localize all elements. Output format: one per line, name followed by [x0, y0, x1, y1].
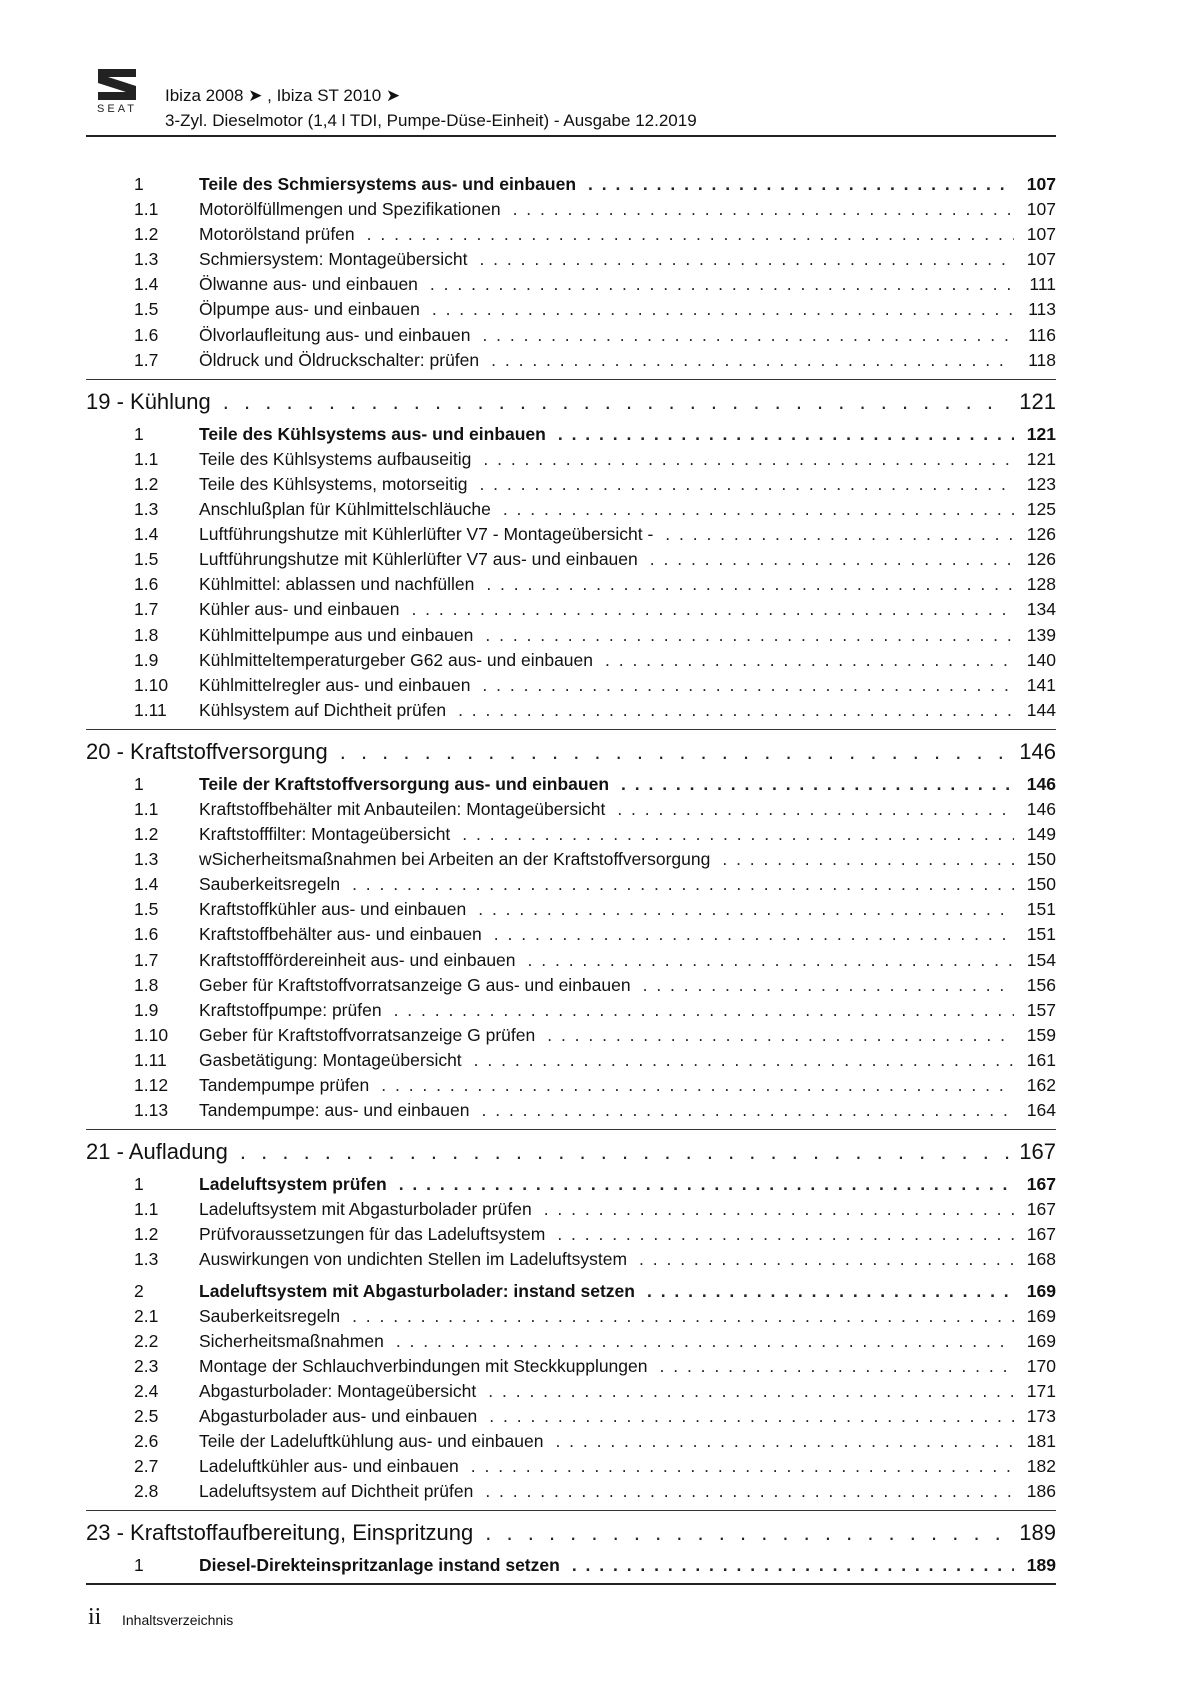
- entry-number: 1.7: [134, 599, 159, 620]
- toc-entry[interactable]: [86, 650, 1056, 675]
- header-models: Ibiza 2008 ➤ , Ibiza ST 2010 ➤: [165, 86, 401, 105]
- entry-number: 2.2: [134, 1330, 159, 1351]
- entry-page: 171: [1026, 1380, 1056, 1401]
- toc-entry[interactable]: [86, 1381, 1056, 1406]
- toc-entry[interactable]: [86, 975, 1056, 1000]
- toc-entry[interactable]: [86, 174, 1056, 199]
- dot-leader: [485, 1481, 1014, 1502]
- toc-entry[interactable]: [86, 549, 1056, 574]
- entry-title: Ladeluftsystem mit Abgasturbolader prüfen: [199, 1199, 532, 1220]
- dot-leader: [482, 675, 1014, 696]
- entry-number: 1.1: [134, 798, 159, 819]
- entry-title: Ladeluftkühler aus- und einbauen: [199, 1456, 459, 1477]
- toc-entry[interactable]: [86, 899, 1056, 924]
- entry-title: Kraftstoffbehälter aus- und einbauen: [199, 924, 482, 945]
- toc-entry[interactable]: [86, 700, 1056, 725]
- entry-title: Motorölstand prüfen: [199, 224, 355, 245]
- entry-number: 1.7: [134, 349, 159, 370]
- toc-chapter[interactable]: [86, 1130, 1056, 1174]
- toc-entry[interactable]: [86, 499, 1056, 524]
- entry-page: 181: [1026, 1431, 1056, 1452]
- entry-title: Kraftstofffilter: Montageübersicht: [199, 824, 451, 845]
- entry-number: 1.3: [134, 249, 159, 270]
- entry-title: Luftführungshutze mit Kühlerlüfter V7 aus- und einbauen: [199, 549, 638, 570]
- entry-title: Teile des Schmiersystems aus- und einbauen: [199, 174, 577, 194]
- dot-leader: [223, 389, 1010, 415]
- dot-leader: [665, 524, 1014, 545]
- entry-number: 2.4: [134, 1380, 159, 1401]
- entry-number: 2: [134, 1280, 144, 1301]
- dot-leader: [471, 1456, 1014, 1477]
- dot-leader: [482, 325, 1014, 346]
- toc-entry[interactable]: [86, 950, 1056, 975]
- entry-page: 170: [1026, 1355, 1056, 1376]
- toc-entry[interactable]: [86, 249, 1056, 274]
- entry-page: 162: [1026, 1075, 1056, 1095]
- dot-leader: [605, 650, 1014, 671]
- entry-title: Diesel-Direkteinspritzanlage instand setzen: [199, 1555, 560, 1576]
- entry-number: 1.11: [134, 699, 167, 720]
- entry-title: Geber für Kraftstoffvorratsanzeige G prüfen: [199, 1024, 536, 1045]
- toc-entry[interactable]: [86, 350, 1056, 375]
- entry-page: 149: [1026, 824, 1056, 845]
- entry-title: Kraftstofffördereinheit aus- und einbauen: [199, 949, 516, 970]
- entry-number: 2.1: [134, 1305, 159, 1326]
- toc-entry[interactable]: [86, 1100, 1056, 1125]
- dot-leader: [621, 774, 1014, 795]
- entry-title: Kühler aus- und einbauen: [199, 599, 400, 620]
- entry-title: Kraftstoffbehälter mit Anbauteilen: Montageübersicht: [199, 798, 606, 819]
- entry-title: Kühlsystem auf Dichtheit prüfen: [199, 699, 447, 720]
- seat-s-icon: [86, 66, 148, 104]
- dot-leader: [558, 424, 1014, 445]
- toc-entry[interactable]: [86, 1075, 1056, 1100]
- entry-number: 1.13: [134, 1100, 169, 1121]
- entry-number: 1.10: [134, 1024, 169, 1045]
- dot-leader: [483, 449, 1014, 470]
- entry-page: 118: [1028, 349, 1056, 370]
- entry-title: Ölwanne aus- und einbauen: [199, 274, 418, 295]
- toc-entry[interactable]: [86, 1331, 1056, 1356]
- toc-entry[interactable]: [86, 325, 1056, 350]
- toc-chapter[interactable]: [86, 380, 1056, 424]
- entry-number: 1.3: [134, 849, 159, 870]
- entry-title: Ladeluftsystem prüfen: [199, 1174, 387, 1195]
- entry-page: 125: [1026, 499, 1056, 520]
- toc-entry[interactable]: [86, 1431, 1056, 1456]
- entry-page: 107: [1026, 174, 1056, 194]
- entry-page: 169: [1026, 1280, 1056, 1301]
- entry-page: 164: [1026, 1100, 1056, 1121]
- entry-page: 107: [1026, 249, 1056, 270]
- entry-number: 1.3: [134, 499, 159, 520]
- entry-page: 173: [1026, 1406, 1056, 1427]
- entry-number: 2.5: [134, 1406, 159, 1427]
- entry-title: Kraftstoffpumpe: prüfen: [199, 999, 382, 1020]
- dot-leader: [367, 224, 1014, 245]
- entry-page: 161: [1026, 1049, 1056, 1070]
- entry-page: 146: [1026, 773, 1056, 794]
- chapter-title: 19 - Kühlung: [86, 388, 211, 414]
- entry-number: 1.6: [134, 324, 159, 345]
- entry-number: 1.7: [134, 949, 159, 970]
- dot-leader: [430, 274, 1014, 295]
- entry-page: 128: [1026, 574, 1056, 595]
- entry-page: 186: [1026, 1481, 1056, 1502]
- entry-page: 167: [1026, 1224, 1056, 1245]
- entry-page: 139: [1026, 624, 1056, 645]
- entry-title: Kühlmittelpumpe aus und einbauen: [199, 624, 474, 645]
- entry-number: 2.7: [134, 1456, 159, 1477]
- toc-entry[interactable]: [86, 599, 1056, 624]
- dot-leader: [555, 1431, 1014, 1452]
- entry-title: Ölpumpe aus- und einbauen: [199, 299, 420, 320]
- chapter-page: 167: [1019, 1139, 1056, 1165]
- toc-entry[interactable]: [86, 199, 1056, 224]
- toc-entry[interactable]: [86, 424, 1056, 449]
- toc-entry[interactable]: [86, 1249, 1056, 1274]
- dot-leader: [485, 625, 1014, 646]
- header-rule: [86, 135, 1056, 137]
- entry-page: 189: [1026, 1555, 1056, 1576]
- seat-logo: [86, 66, 148, 118]
- toc-entry[interactable]: [86, 874, 1056, 899]
- toc-chapter[interactable]: [86, 730, 1056, 774]
- entry-title: Tandempumpe prüfen: [199, 1075, 370, 1095]
- entry-number: 1.1: [134, 199, 159, 220]
- entry-title: Ölvorlaufleitung aus- und einbauen: [199, 324, 471, 345]
- footer-rule: [86, 1583, 1056, 1585]
- entry-title: Abgasturbolader aus- und einbauen: [199, 1406, 478, 1427]
- entry-title: Teile der Ladeluftkühlung aus- und einbauen: [199, 1431, 544, 1452]
- chapter-title: 23 - Kraftstoffaufbereitung, Einspritzung: [86, 1520, 474, 1546]
- dot-leader: [478, 899, 1014, 920]
- dot-leader: [528, 950, 1014, 971]
- dot-leader: [547, 1025, 1014, 1046]
- header-title: 3-Zyl. Dieselmotor (1,4 l TDI, Pumpe-Düse-Einheit) - Ausgabe 12.2019: [165, 111, 697, 130]
- entry-title: Kühlmittel: ablassen und nachfüllen: [199, 574, 475, 595]
- dot-leader: [340, 739, 1010, 765]
- toc-entry[interactable]: [86, 675, 1056, 700]
- entry-title: Motorölfüllmengen und Spezifikationen: [199, 199, 501, 220]
- entry-page: 107: [1026, 224, 1056, 245]
- toc-entry[interactable]: [86, 1000, 1056, 1025]
- entry-page: 126: [1026, 524, 1056, 545]
- chapter-page: 189: [1019, 1520, 1056, 1546]
- entry-number: 1.2: [134, 824, 159, 845]
- entry-title: Kraftstoffkühler aus- und einbauen: [199, 899, 467, 920]
- entry-number: 1.3: [134, 1249, 159, 1270]
- dot-leader: [474, 1050, 1014, 1071]
- entry-page: 168: [1026, 1249, 1056, 1270]
- dot-leader: [399, 1174, 1014, 1195]
- entry-title: Schmiersystem: Montageübersicht: [199, 249, 468, 270]
- entry-title: Kühlmitteltemperaturgeber G62 aus- und einbauen: [199, 649, 593, 670]
- toc-entry[interactable]: [86, 1174, 1056, 1199]
- entry-page: 141: [1026, 674, 1056, 695]
- entry-page: 113: [1028, 299, 1056, 320]
- entry-page: 154: [1026, 949, 1056, 970]
- entry-title: Teile des Kühlsystems, motorseitig: [199, 473, 468, 494]
- dot-leader: [481, 1100, 1014, 1121]
- entry-title: Auswirkungen von undichten Stellen im Ladeluftsystem: [199, 1249, 628, 1270]
- toc-entry[interactable]: [86, 299, 1056, 324]
- toc-entry[interactable]: [86, 1481, 1056, 1506]
- entry-page: 159: [1026, 1024, 1056, 1045]
- chapter-page: 146: [1019, 738, 1056, 764]
- toc-entry[interactable]: [86, 274, 1056, 299]
- entry-number: 1.2: [134, 1224, 159, 1245]
- dot-leader: [479, 249, 1014, 270]
- entry-page: 150: [1026, 874, 1056, 895]
- entry-page: 121: [1026, 448, 1056, 469]
- entry-page: 151: [1026, 924, 1056, 945]
- entry-page: 169: [1026, 1305, 1056, 1326]
- entry-number: 1: [134, 423, 144, 444]
- dot-leader: [432, 299, 1014, 320]
- entry-number: 1.4: [134, 524, 159, 545]
- entry-number: 1.6: [134, 574, 159, 595]
- dot-leader: [647, 1281, 1014, 1302]
- entry-title: Sauberkeitsregeln: [199, 874, 341, 895]
- entry-page: 151: [1026, 899, 1056, 920]
- entry-number: 1.10: [134, 674, 169, 695]
- dot-leader: [352, 1306, 1014, 1327]
- toc-entry[interactable]: [86, 774, 1056, 799]
- dot-leader: [544, 1199, 1014, 1220]
- toc-entry[interactable]: [86, 1356, 1056, 1381]
- entry-title: Sauberkeitsregeln: [199, 1305, 341, 1326]
- toc-entry[interactable]: [86, 1555, 1056, 1580]
- entry-number: 1.9: [134, 649, 159, 670]
- entry-page: 146: [1026, 798, 1056, 819]
- dot-leader: [639, 1249, 1014, 1270]
- dot-leader: [660, 1356, 1015, 1377]
- entry-number: 1.5: [134, 549, 159, 570]
- dot-leader: [394, 1000, 1014, 1021]
- entry-title: Tandempumpe: aus- und einbauen: [199, 1100, 470, 1121]
- entry-title: Anschlußplan für Kühlmittelschläuche: [199, 499, 491, 520]
- entry-number: 1.9: [134, 999, 159, 1020]
- dot-leader: [617, 799, 1014, 820]
- toc-entry[interactable]: [86, 1224, 1056, 1249]
- dot-leader: [486, 574, 1014, 595]
- dot-leader: [557, 1224, 1014, 1245]
- entry-page: 167: [1026, 1199, 1056, 1220]
- entry-number: 1.8: [134, 974, 159, 995]
- entry-page: 107: [1026, 199, 1056, 220]
- entry-title: Ladeluftsystem auf Dichtheit prüfen: [199, 1481, 474, 1502]
- entry-number: 2.3: [134, 1355, 159, 1376]
- entry-title: Gasbetätigung: Montageübersicht: [199, 1049, 462, 1070]
- toc-entry[interactable]: [86, 1025, 1056, 1050]
- toc-entry[interactable]: [86, 524, 1056, 549]
- dot-leader: [491, 350, 1014, 371]
- dot-leader: [381, 1075, 1014, 1096]
- entry-page: 156: [1026, 974, 1056, 995]
- toc-entry[interactable]: [86, 1050, 1056, 1075]
- toc-entry[interactable]: [86, 824, 1056, 849]
- dot-leader: [485, 1520, 1010, 1546]
- chapter-title: 20 - Kraftstoffversorgung: [86, 738, 328, 764]
- toc-entry[interactable]: [86, 574, 1056, 599]
- dot-leader: [572, 1555, 1014, 1576]
- toc-entry[interactable]: [86, 1199, 1056, 1224]
- entry-page: 111: [1029, 274, 1056, 295]
- dot-leader: [643, 975, 1014, 996]
- entry-page: 121: [1026, 423, 1056, 444]
- dot-leader: [503, 499, 1014, 520]
- entry-number: 1.1: [134, 1199, 159, 1220]
- entry-number: 1: [134, 773, 144, 794]
- entry-number: 1.8: [134, 624, 159, 645]
- entry-number: 1.5: [134, 299, 159, 320]
- entry-title: Geber für Kraftstoffvorratsanzeige G aus- und einbauen: [199, 974, 631, 995]
- dot-leader: [352, 874, 1014, 895]
- chapter-title: 21 - Aufladung: [86, 1139, 228, 1165]
- entry-title: wSicherheitsmaßnahmen bei Arbeiten an der Kraftstoffversorgung: [199, 849, 711, 870]
- dot-leader: [494, 924, 1014, 945]
- entry-page: 123: [1026, 473, 1056, 494]
- entry-title: Sicherheitsmaßnahmen: [199, 1330, 384, 1351]
- toc-entry[interactable]: [86, 224, 1056, 249]
- entry-title: Teile der Kraftstoffversorgung aus- und einbauen: [199, 773, 610, 794]
- toc-entry[interactable]: [86, 1406, 1056, 1431]
- dot-leader: [722, 849, 1014, 870]
- entry-number: 1.4: [134, 874, 159, 895]
- entry-page: 157: [1026, 999, 1056, 1020]
- entry-page: 182: [1026, 1456, 1056, 1477]
- entry-number: 1: [134, 1174, 144, 1195]
- entry-title: Öldruck und Öldruckschalter: prüfen: [199, 349, 480, 370]
- entry-title: Ladeluftsystem mit Abgasturbolader: instand setzen: [199, 1280, 635, 1301]
- toc-entry[interactable]: [86, 924, 1056, 949]
- entry-number: 1.4: [134, 274, 159, 295]
- entry-number: 1.5: [134, 899, 159, 920]
- dot-leader: [396, 1331, 1014, 1352]
- entry-title: Teile des Kühlsystems aus- und einbauen: [199, 423, 546, 444]
- toc-entry[interactable]: [86, 849, 1056, 874]
- entry-number: 2.8: [134, 1481, 159, 1502]
- dot-leader: [588, 174, 1014, 195]
- entry-title: Prüfvoraussetzungen für das Ladeluftsystem: [199, 1224, 546, 1245]
- page-header: [86, 66, 1056, 138]
- entry-title: Kühlmittelregler aus- und einbauen: [199, 674, 471, 695]
- chapter-page: 121: [1019, 388, 1056, 414]
- dot-leader: [462, 824, 1014, 845]
- dot-leader: [488, 1381, 1014, 1402]
- entry-number: 1: [134, 1555, 144, 1576]
- entry-page: 140: [1026, 649, 1056, 670]
- dot-leader: [650, 549, 1014, 570]
- toc-entry[interactable]: [86, 1281, 1056, 1306]
- entry-title: Abgasturbolader: Montageübersicht: [199, 1380, 477, 1401]
- entry-number: 1.12: [134, 1075, 169, 1095]
- dot-leader: [411, 599, 1014, 620]
- dot-leader: [458, 700, 1014, 721]
- entry-page: 126: [1026, 549, 1056, 570]
- table-of-contents: [86, 174, 1056, 1581]
- toc-entry[interactable]: [86, 1306, 1056, 1331]
- entry-title: Montage der Schlauchverbindungen mit Steckkupplungen: [199, 1355, 648, 1376]
- entry-number: 1.2: [134, 473, 159, 494]
- entry-number: 1.11: [134, 1049, 167, 1070]
- entry-title: Luftführungshutze mit Kühlerlüfter V7 - Montageübersicht -: [199, 524, 654, 545]
- entry-page: 169: [1026, 1330, 1056, 1351]
- entry-number: 1: [134, 174, 144, 194]
- toc-entry[interactable]: [86, 449, 1056, 474]
- entry-page: 116: [1028, 324, 1056, 345]
- footer-label: Inhaltsverzeichnis: [122, 1612, 234, 1628]
- entry-number: 2.6: [134, 1431, 159, 1452]
- dot-leader: [479, 474, 1014, 495]
- dot-leader: [513, 199, 1014, 220]
- toc-entry[interactable]: [86, 625, 1056, 650]
- entry-page: 150: [1026, 849, 1056, 870]
- toc-chapter[interactable]: [86, 1511, 1056, 1555]
- footer-page-number: ii: [88, 1604, 102, 1630]
- brand-wordmark: SEAT: [97, 103, 137, 115]
- toc-entry[interactable]: [86, 1456, 1056, 1481]
- entry-page: 134: [1026, 599, 1056, 620]
- toc-entry[interactable]: [86, 474, 1056, 499]
- entry-number: 1.1: [134, 448, 159, 469]
- entry-number: 1.2: [134, 224, 159, 245]
- entry-page: 167: [1026, 1174, 1056, 1195]
- entry-number: 1.6: [134, 924, 159, 945]
- entry-page: 144: [1026, 699, 1056, 720]
- toc-entry[interactable]: [86, 799, 1056, 824]
- dot-leader: [489, 1406, 1014, 1427]
- dot-leader: [240, 1139, 1010, 1165]
- entry-title: Teile des Kühlsystems aufbauseitig: [199, 448, 472, 469]
